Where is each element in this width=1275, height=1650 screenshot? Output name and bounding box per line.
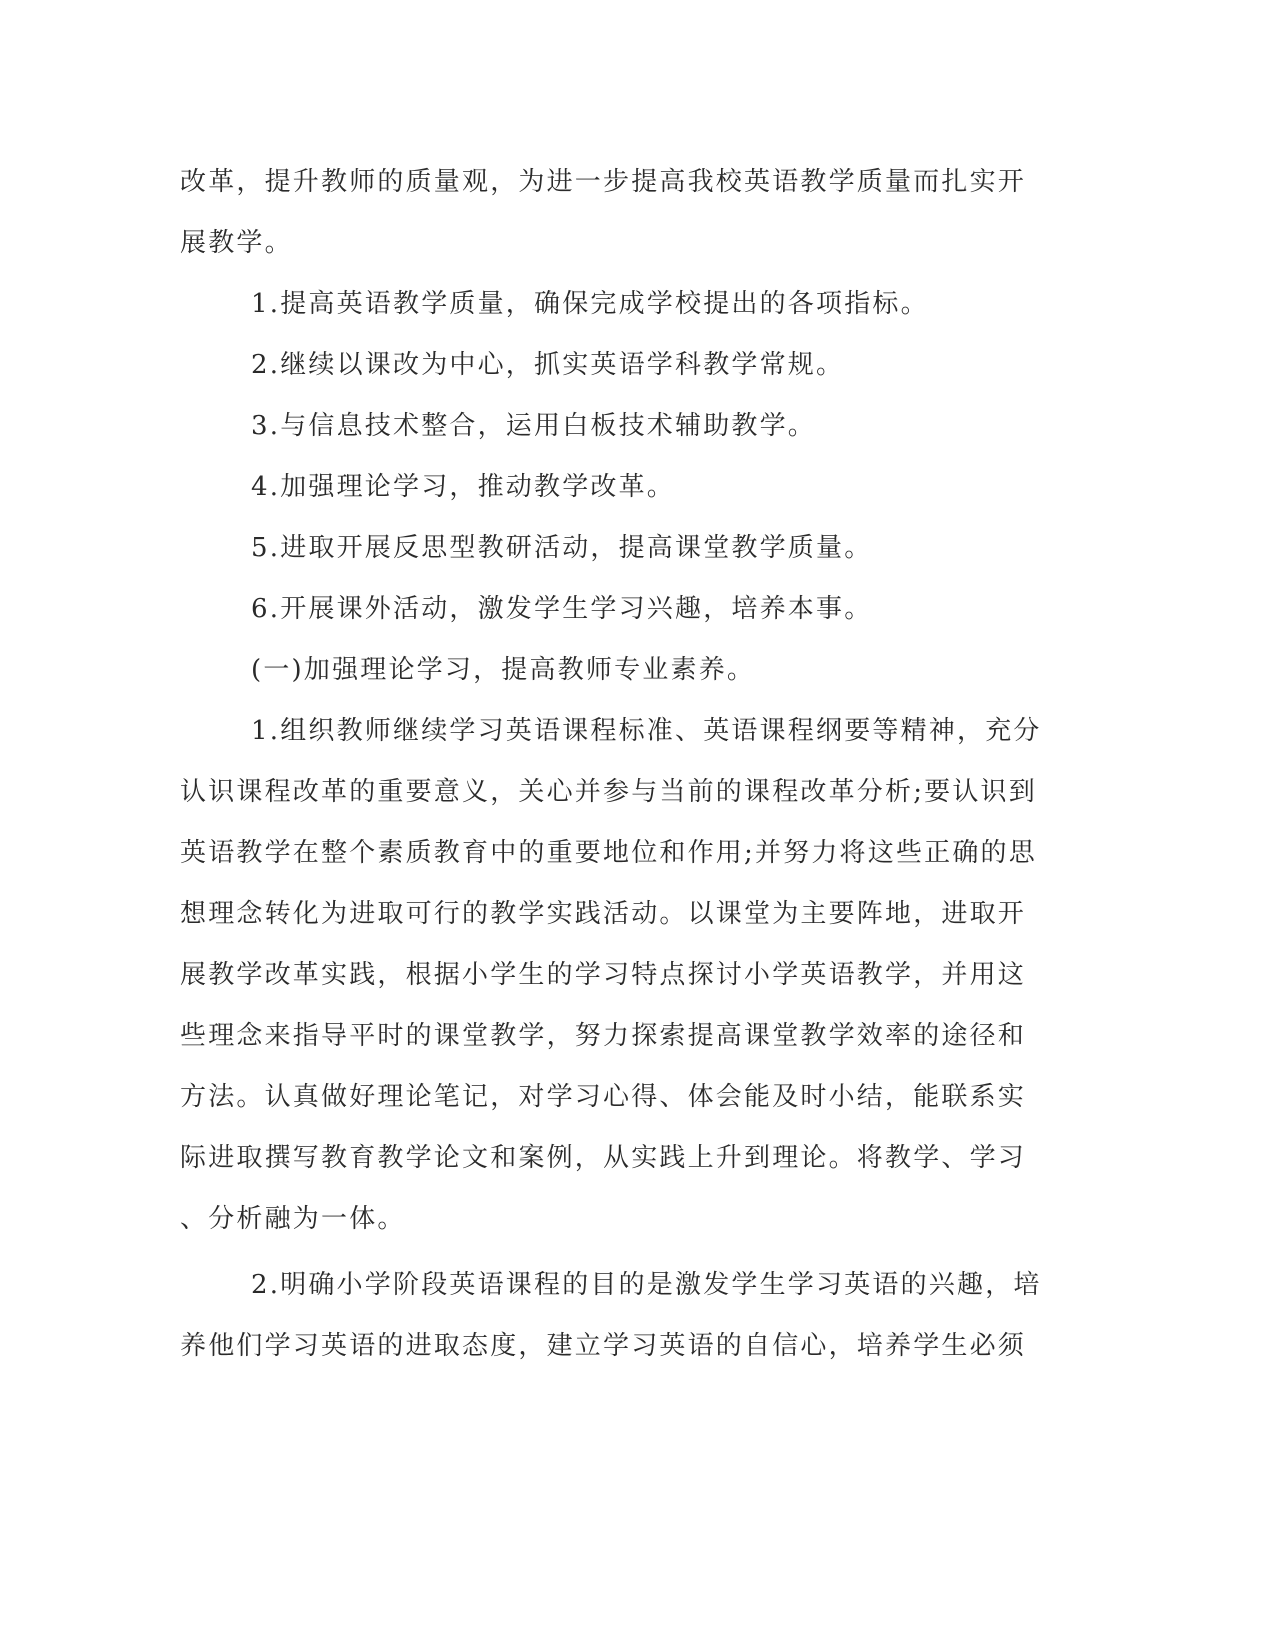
paragraph-line: 些理念来指导平时的课堂教学，努力探索提高课堂教学效率的途径和 [180, 1021, 1027, 1051]
text-line: 改革，提升教师的质量观，为进一步提高我校英语教学质量而扎实开 [180, 167, 1027, 197]
paragraph-line: 际进取撰写教育教学论文和案例，从实践上升到理论。将教学、学习 [180, 1143, 1027, 1173]
list-item: 3.与信息技术整合，运用白板技术辅助教学。 [251, 411, 817, 441]
document-page [180, 152, 1042, 1377]
list-item: 6.开展课外活动，激发学生学习兴趣，培养本事。 [251, 594, 873, 624]
paragraph-line: 方法。认真做好理论笔记，对学习心得、体会能及时小结，能联系实 [180, 1082, 1027, 1112]
paragraph-line: 想理念转化为进取可行的教学实践活动。以课堂为主要阵地，进取开 [180, 899, 1027, 929]
list-item: 4.加强理论学习，推动教学改革。 [251, 472, 676, 502]
paragraph-line: 认识课程改革的重要意义，关心并参与当前的课程改革分析;要认识到 [180, 777, 1037, 807]
list-item: 2.继续以课改为中心，抓实英语学科教学常规。 [251, 350, 845, 380]
text-line: 展教学。 [180, 228, 293, 258]
section-heading: (一)加强理论学习，提高教师专业素养。 [251, 655, 756, 685]
paragraph-line: 2.明确小学阶段英语课程的目的是激发学生学习英语的兴趣，培 [251, 1270, 1042, 1300]
list-item: 5.进取开展反思型教研活动，提高课堂教学质量。 [251, 533, 873, 563]
list-item: 1.提高英语教学质量，确保完成学校提出的各项指标。 [251, 289, 929, 319]
paragraph-line: 、分析融为一体。 [180, 1204, 406, 1234]
paragraph-line: 英语教学在整个素质教育中的重要地位和作用;并努力将这些正确的思 [180, 838, 1037, 868]
paragraph-line: 展教学改革实践，根据小学生的学习特点探讨小学英语教学，并用这 [180, 960, 1027, 990]
paragraph-line: 1.组织教师继续学习英语课程标准、英语课程纲要等精神，充分 [251, 716, 1042, 746]
paragraph-line: 养他们学习英语的进取态度，建立学习英语的自信心，培养学生必须 [180, 1331, 1027, 1361]
